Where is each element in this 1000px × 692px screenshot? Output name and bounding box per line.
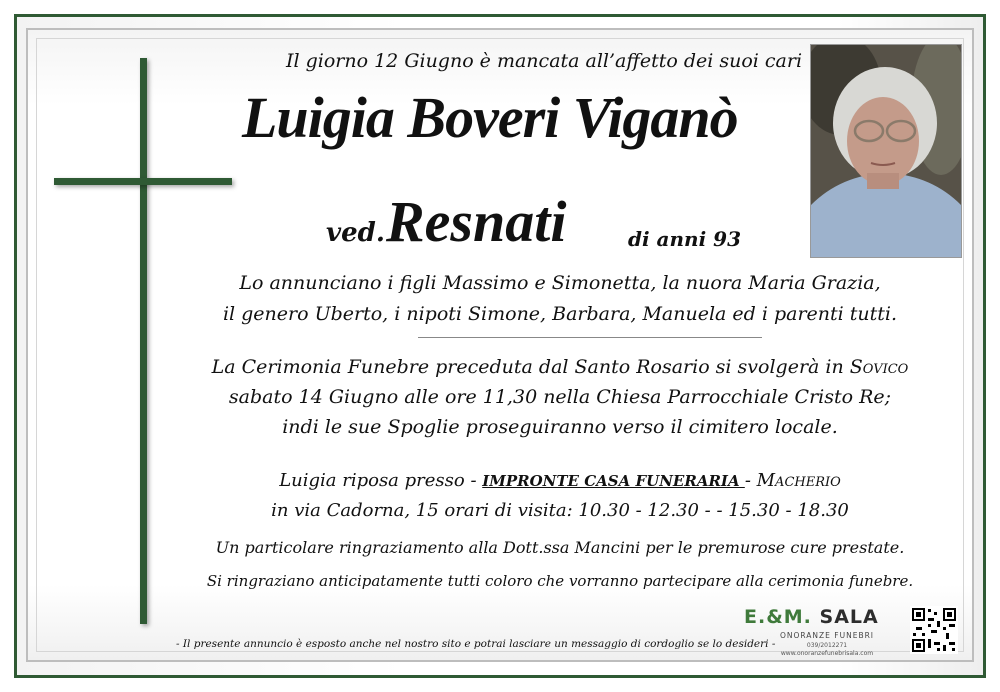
- divider: [418, 337, 762, 338]
- ceremony-place: Sovico: [849, 356, 909, 378]
- ceremony-line: [150, 352, 970, 382]
- cross-arm-icon: [54, 178, 232, 185]
- ceremony-line: indi le sue Spoglie proseguiranno verso il cimitero locale.: [282, 416, 838, 438]
- logo-name: SALA: [819, 606, 879, 628]
- announcement-paragraph: [150, 268, 970, 330]
- portrait-photo: [810, 44, 962, 258]
- announcement-line: il genero Uberto, i nipoti Simone, Barbara, Manuela ed i parenti tutti.: [222, 303, 898, 325]
- visiting-hours: in via Cadorna, 15 orari di visita: 10.30 - 12.30 - - 15.30 - 18.30: [271, 500, 849, 521]
- announcement-line: Lo annunciano i figli Massimo e Simonetta, la nuora Maria Grazia,: [239, 272, 881, 294]
- ceremony-paragraph: [150, 352, 970, 442]
- logo-subtitle: ONORANZE FUNEBRI: [779, 631, 875, 640]
- rest-prefix: Luigia riposa presso -: [279, 470, 483, 491]
- rest-town: Macherio: [756, 470, 841, 491]
- intro-text: Il giorno 12 Giugno è mancata all’affetto dei suoi cari: [286, 50, 803, 72]
- widow-label: ved.: [326, 218, 385, 248]
- ceremony-line: sabato 14 Giugno alle ore 11,30 nella Chiesa Parrocchiale Cristo Re;: [228, 386, 892, 408]
- deceased-name: Luigia Boveri Viganò: [242, 85, 738, 150]
- thanks-all: Si ringraziano anticipatamente tutti coloro che vorranno partecipare alla cerimonia funebre.: [206, 572, 914, 590]
- rest-paragraph: [150, 466, 970, 525]
- funeral-home-logo: [744, 606, 879, 628]
- portrait-illustration: [811, 45, 961, 257]
- qr-code-icon[interactable]: [910, 606, 958, 654]
- married-name: Resnati: [386, 189, 567, 254]
- logo-brand: E.&M.: [744, 606, 812, 628]
- logo-phone: 039/2012271: [806, 642, 848, 649]
- age-text: di anni 93: [628, 227, 741, 251]
- footer-note: - Il presente annuncio è esposto anche nel nostro sito e potrai lasciare un messaggio di cordoglio se lo desideri -: [176, 638, 776, 650]
- ceremony-text: La Cerimonia Funebre preceduta dal Santo Rosario si svolgerà in: [211, 356, 850, 378]
- logo-website[interactable]: www.onoranzefunebrisala.com: [780, 650, 874, 657]
- cross-icon: [140, 58, 147, 624]
- thanks-doctor: Un particolare ringraziamento alla Dott.ssa Mancini per le premurose cure prestate.: [215, 538, 905, 557]
- rest-separator: -: [744, 470, 757, 491]
- rest-line: [150, 466, 970, 496]
- funeral-home-name: IMPRONTE CASA FUNERARIA: [482, 472, 745, 490]
